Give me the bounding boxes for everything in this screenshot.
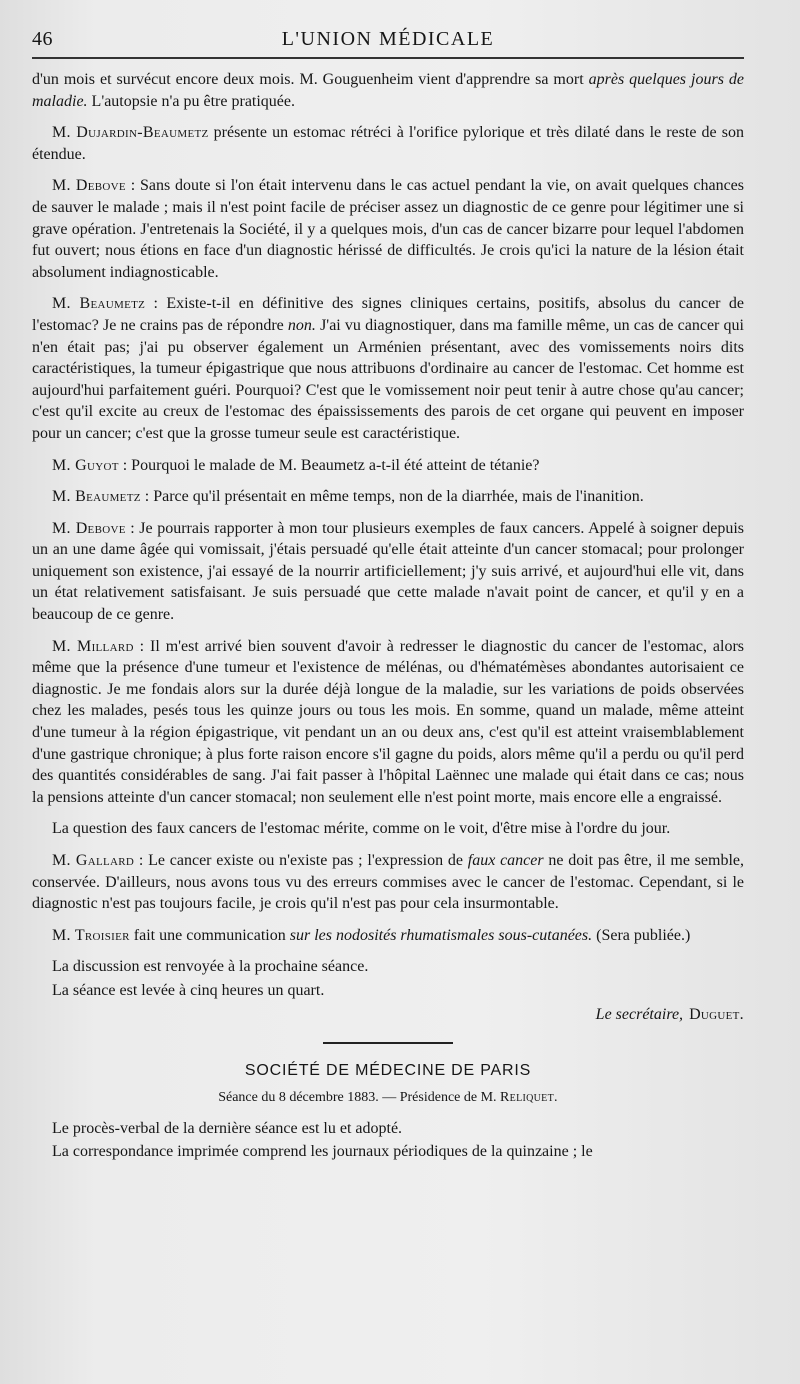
speaker-name: M. Beaumetz <box>52 488 141 506</box>
paragraph-continuation: d'un mois et survécut encore deux mois. M. Gouguenheim vient d'apprendre sa mort après quelques jours de maladie. L'autopsie n'a pu être pratiquée. <box>32 71 744 110</box>
paragraph-discussion: La discussion est renvoyée à la prochaine séance. <box>52 958 369 976</box>
paragraph-correspondance: La correspondance imprimée comprend les journaux périodiques de la quinzaine ; le <box>52 1143 593 1161</box>
paragraph-beaumetz-1: M. Beaumetz : Existe-t-il en définitive des signes cliniques certains, positifs, absolus du cancer de l'estomac? Je ne crains pas de répondre non. J'ai vu diagnostiquer, dans ma famille même, un cas de cancer qui n'en était pas; j'ai pu observer également un Arménien présentant, avec des vomissements noirs dits caractéristiques, la tumeur épigastrique que nous attribuons d'ordinaire au cancer de l'estomac. Cet homme est aujourd'hui parfaitement guéri. Pourquoi? C'est que le vomissement noir peut tenir à autre chose qu'au cancer; c'est qu'il excite au creux de l'estomac des épaississements des parois de cet organe qui peuvent en imposer pour un cancer; c'est que la grosse tumeur seule est caractéristique. <box>32 295 745 442</box>
paragraph-guyot: M. Guyot : Pourquoi le malade de M. Beaumetz a-t-il été atteint de tétanie? <box>52 456 540 474</box>
paragraph-beaumetz-2: M. Beaumetz : Parce qu'il présentait en même temps, non de la diarrhée, mais de l'inanition. <box>52 488 644 506</box>
paragraph-gallard: M. Gallard : Le cancer existe ou n'existe pas ; l'expression de faux cancer ne doit pas être, il me semble, conservée. D'ailleurs, nous avons tous vu des erreurs commises avec le cancer de l'estomac. Cependant, si le diagnostic n'est pas toujours facile, je crois qu'il n'est pas pour cela insurmontable. <box>32 852 745 913</box>
speaker-name: M. Beaumetz <box>52 295 146 313</box>
speaker-name: M. Dujardin-Beaumetz <box>52 124 209 142</box>
page-number: 46 <box>32 28 53 50</box>
society-title: SOCIÉTÉ DE MÉDECINE DE PARIS <box>244 1061 532 1079</box>
paragraph-question: La question des faux cancers de l'estomac mérite, comme on le voit, d'être mise à l'ordre du jour. <box>52 820 671 838</box>
speaker-name: M. Gallard <box>52 852 135 869</box>
speaker-name: M. Troisier <box>52 926 130 944</box>
speaker-name: M. Guyot <box>52 456 119 474</box>
signature-name: Duguet. <box>689 1005 744 1023</box>
speaker-name: M. Debove <box>52 177 126 195</box>
seance-line: Séance du 8 décembre 1883. — Présidence de M. Reliquet. <box>218 1089 558 1105</box>
president-name: Reliquet. <box>500 1089 558 1105</box>
paragraph-dujardin-beaumetz: M. Dujardin-Beaumetz présente un estomac rétréci à l'orifice pylorique et très dilaté dans le reste de son étendue. <box>32 124 745 163</box>
signature-role: Le secrétaire, <box>595 1005 684 1023</box>
page-header <box>32 20 744 59</box>
article-body <box>32 69 744 1163</box>
paragraph-proces-verbal: Le procès-verbal de la dernière séance est lu et adopté. <box>52 1119 403 1137</box>
paragraph-levee: La séance est levée à cinq heures un quart. <box>52 981 325 999</box>
speaker-name: M. Millard <box>52 637 134 655</box>
section-divider <box>323 1042 453 1044</box>
journal-title: L'UNION MÉDICALE <box>281 28 495 50</box>
paragraph-debove-1: M. Debove : Sans doute si l'on était intervenu dans le cas actuel pendant la vie, on avait quelques chances de sauver le malade ; mais il n'est point facile de préciser assez un diagnostic de ce genre pour légitimer une si grave opération. J'entretenais la Société, il y a quelques mois, d'un cas de cancer bizarre pour lequel l'abdomen fut ouvert; nous étions en face d'un diagnostic hérissé de difficultés. Je crois qu'ici la nature de la lésion était absolument indiagnosticable. <box>32 177 744 281</box>
secretary-signature <box>32 1006 744 1024</box>
paragraph-millard: M. Millard : Il m'est arrivé bien souvent d'avoir à redresser le diagnostic du cancer de l'estomac, alors même que la présence d'une tumeur et l'existence de mélénas, ou d'hématémèses abondantes autorisaient ce diagnostic. Je me fondais alors sur la durée déjà longue de la maladie, sur les variations de poids observées chez les malades, pesés tous les quinze jours ou tous les mois. En somme, quand un malade, même atteint d'une tumeur à la région épigastrique, vit pendant un an ou deux ans, c'est qu'il est atteint vraisemblablement d'une gastrique chronique; à plus forte raison encore s'il gagne du poids, alors même qu'il a perdu ou qu'il perd des quantités considérables de sang. J'ai fait passer à l'hôpital Laënnec une malade qui était dans ce cas; nous la pensions atteinte d'un cancer stomacal; non seulement elle n'est point morte, mais encore elle a engraissé. <box>32 637 744 806</box>
paragraph-troisier: M. Troisier fait une communication sur les nodosités rhumatismales sous-cutanées. (Sera publiée.) <box>52 926 691 944</box>
paragraph-debove-2: M. Debove : Je pourrais rapporter à mon tour plusieurs exemples de faux cancers. Appelé à soigner depuis un an une dame âgée qui vomissait, j'étais persuadé qu'elle était atteinte d'un cancer stomacal; pour prolonger uniquement son existence, j'ai essayé de la nourrir artificiellement; j'y suis arrivé, et aujourd'hui elle vit, dans un état relativement satisfaisant. Je suis persuadé que cette malade n'avait point de cancer, et qu'il y en a beaucoup de ce genre. <box>32 519 744 624</box>
speaker-name: M. Debove <box>52 519 126 537</box>
